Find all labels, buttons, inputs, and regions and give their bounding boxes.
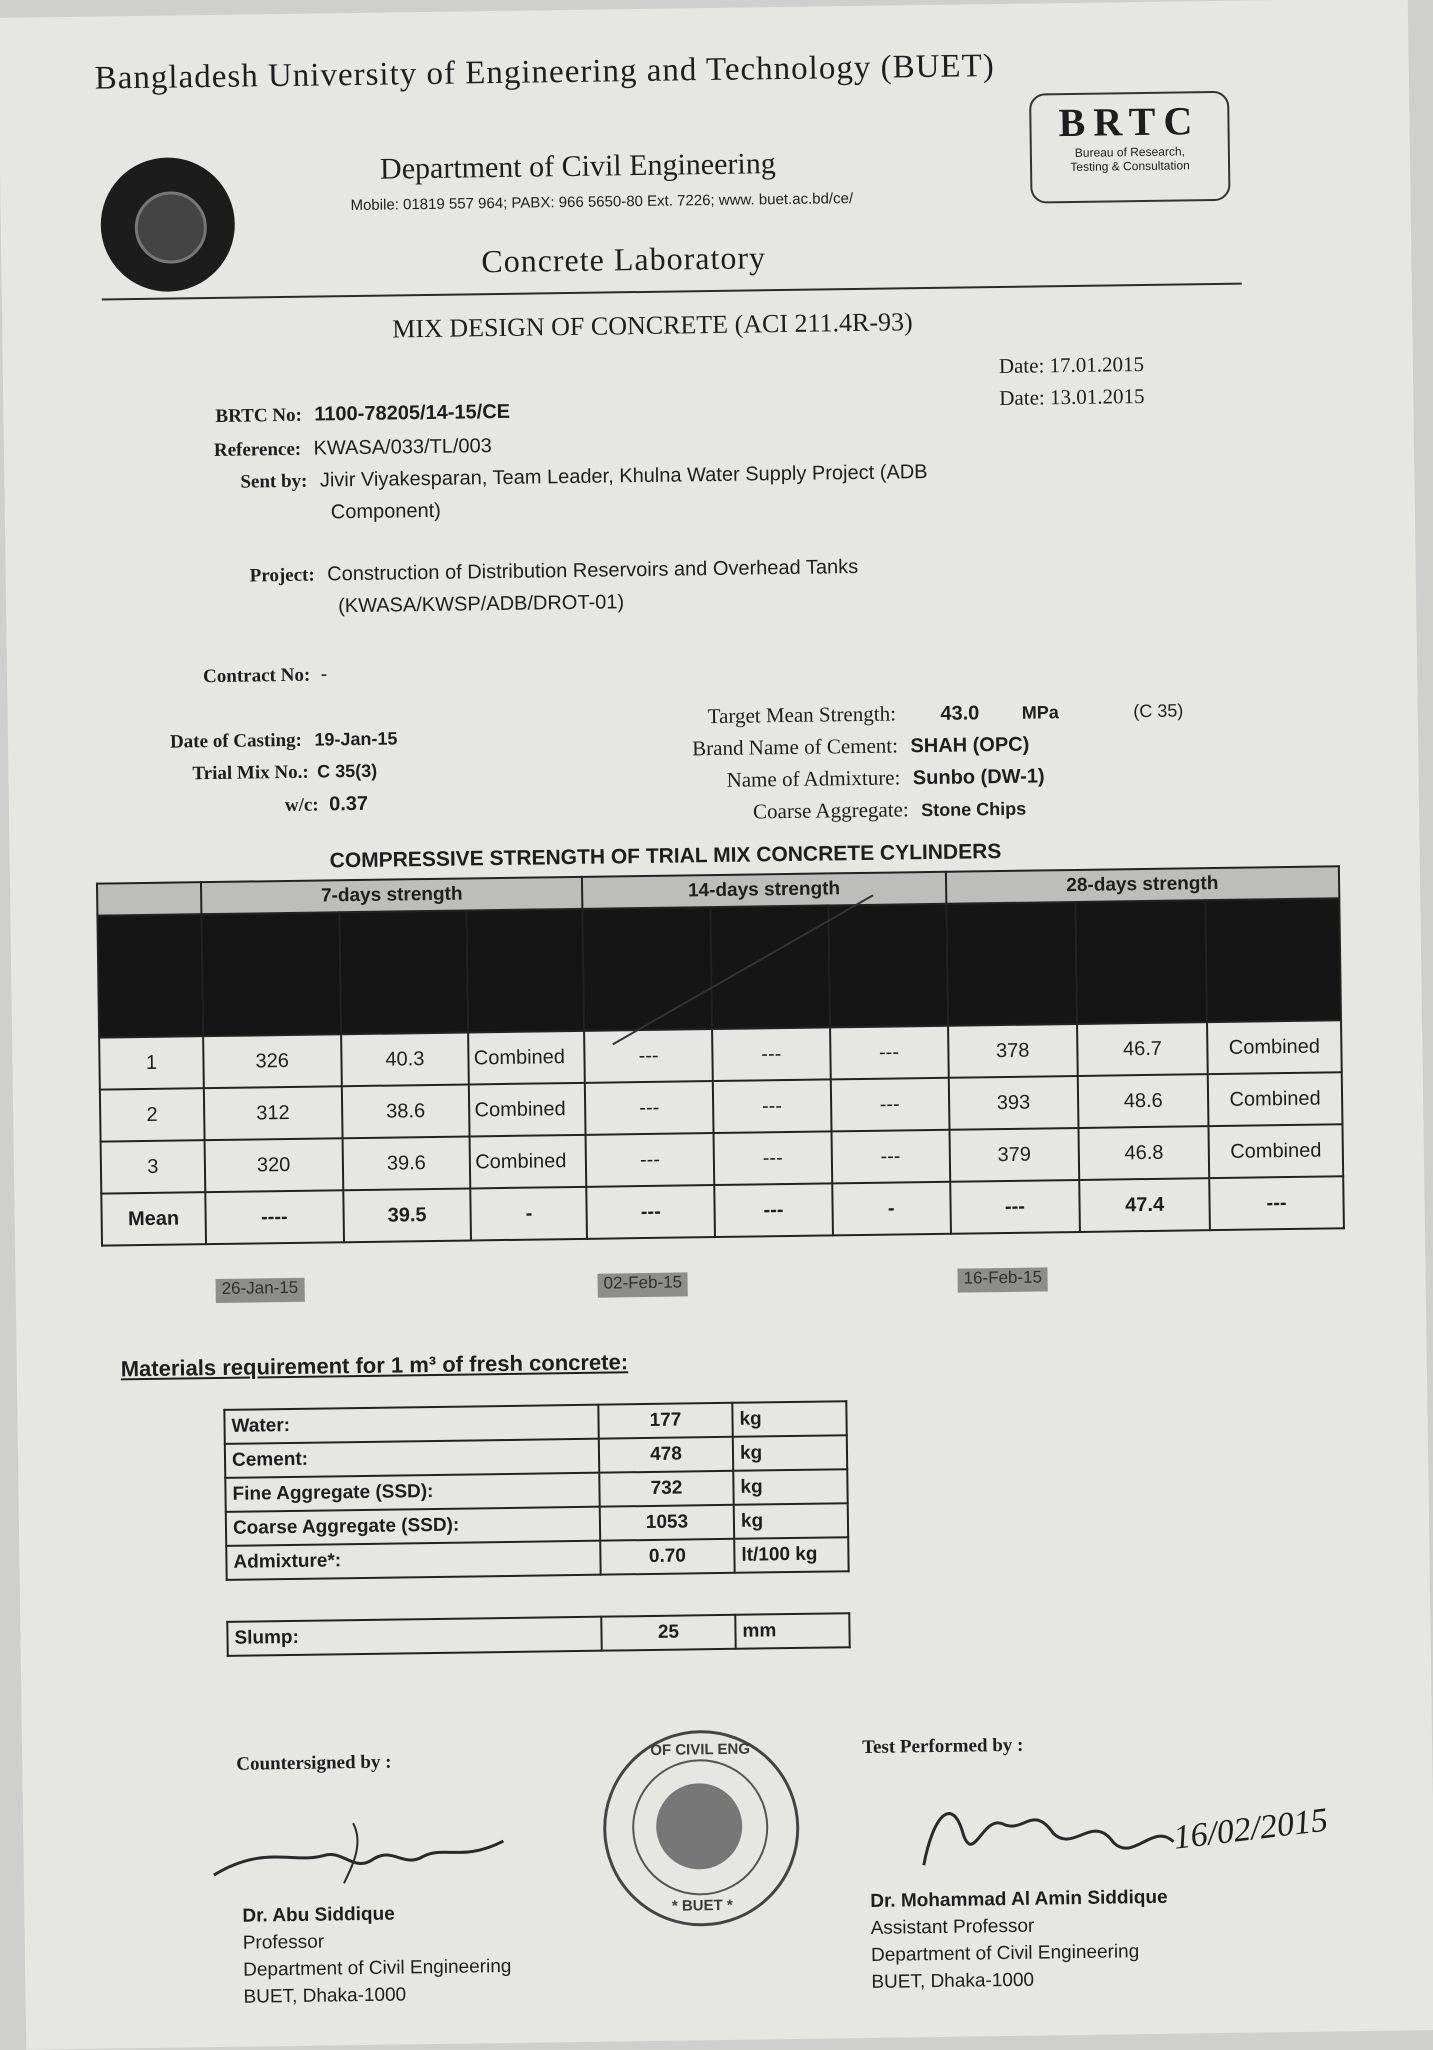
project-row: Project: Construction of Distribution Reservoirs and Overhead Tanks [249,555,859,587]
right-signatory [870,1884,1169,1996]
mean-row: Mean ---- 39.5 - --- --- - --- 47.4 --- [101,1176,1344,1245]
table-row: Admixture*: 0.70 lt/100 kg [226,1537,848,1580]
signature-right [903,1771,1205,1885]
university-name: Bangladesh University of Engineering and Technology (BUET) [94,48,995,97]
contact-line: Mobile: 01819 557 964; PABX: 966 5650-80 Ext. 7226; www. buet.ac.bd/ce/ [350,190,854,215]
table-row: 2 312 38.6 Combined --- --- --- 393 48.6 Combined [100,1072,1343,1141]
strength-table [96,865,1345,1246]
brtc-no-row: BRTC No: 1100-78205/14-15/CE [215,400,511,427]
cement-row: Brand Name of Cement: SHAH (OPC) [691,733,1030,761]
document-title: MIX DESIGN OF CONCRETE (ACI 211.4R-93) [392,307,913,344]
group-28-days: 28-days strength [945,866,1339,903]
test-date-stamp: 02-Feb-15 [597,1272,688,1297]
project-code: (KWASA/KWSP/ADB/DROT-01) [337,591,625,618]
table-row: 3 320 39.6 Combined --- --- --- 379 46.8 Combined [101,1124,1344,1193]
test-date-stamp: 26-Jan-15 [216,1278,305,1303]
coarse-aggregate-row: Coarse Aggregate: Stone Chips [752,797,1027,824]
right-dept: Department of Civil Engineering [870,1941,1140,1966]
target-strength-row: Target Mean Strength: 43.0 MPa (C 35) [707,700,1184,729]
signature-left [203,1801,524,1895]
left-title: Professor [242,1931,325,1954]
table-row: Water: 177 kg [224,1401,846,1444]
wc-ratio-row: w/c: 0.37 [284,792,369,817]
department-name: Department of Civil Engineering [379,147,776,186]
left-place: BUET, Dhaka-1000 [243,1984,407,2008]
reference-row: Reference: KWASA/033/TL/003 [213,435,492,461]
casting-date-row: Date of Casting: 19-Jan-15 [169,728,398,753]
report-dates [999,348,1145,414]
table-row: Coarse Aggregate (SSD): 1053 kg [226,1503,848,1546]
slump-table: Slump: 25 mm [226,1612,850,1657]
trial-mix-row: Trial Mix No.: C 35(3) [192,760,378,785]
left-name: Dr. Abu Siddique [242,1903,395,1927]
department-seal: OF CIVIL ENG * BUET * [602,1729,801,1928]
table-row: Fine Aggregate (SSD): 732 kg [225,1469,847,1512]
strength-table-title: COMPRESSIVE STRENGTH OF TRIAL MIX CONCRETE CYLINDERS [329,840,1002,873]
test-performed-heading: Test Performed by : [861,1734,1024,1759]
countersigned-heading: Countersigned by : [236,1751,392,1775]
materials-title: Materials requirement for 1 m³ of fresh concrete: [120,1349,629,1382]
right-title: Assistant Professor [870,1915,1035,1939]
right-name: Dr. Mohammad Al Amin Siddique [870,1886,1168,1912]
right-place: BUET, Dhaka-1000 [871,1969,1035,1993]
group-7-days: 7-days strength [201,877,583,914]
sent-by-line2: Component) [330,499,442,524]
sent-by-row: Sent by: Jivir Viyakesparan, Team Leader, Khulna Water Supply Project (ADB [240,461,928,493]
contract-row: Contract No: - [202,663,328,688]
group-14-days: 14-days strength [582,872,946,909]
test-date-stamp: 16-Feb-15 [957,1267,1048,1292]
brtc-logo: BRTC Bureau of Research, Testing & Consultation [1029,91,1231,204]
redacted-header-row [97,898,1341,1037]
materials-table [223,1400,849,1581]
laboratory-name: Concrete Laboratory [481,239,767,280]
admixture-row: Name of Admixture: Sunbo (DW-1) [726,765,1045,792]
table-row: 1 326 40.3 Combined --- --- --- 378 46.7 Combined [99,1020,1342,1089]
left-dept: Department of Civil Engineering [243,1955,512,1981]
header-divider [102,283,1242,301]
handwritten-date: 16/02/2015 [1171,1801,1330,1857]
buet-logo [100,157,236,293]
date-line: Date: 13.01.2015 [999,383,1145,410]
date-line: Date: 17.01.2015 [998,351,1145,378]
corner-cell [97,882,201,915]
table-row: Cement: 478 kg [225,1435,847,1478]
left-signatory [242,1899,512,2011]
